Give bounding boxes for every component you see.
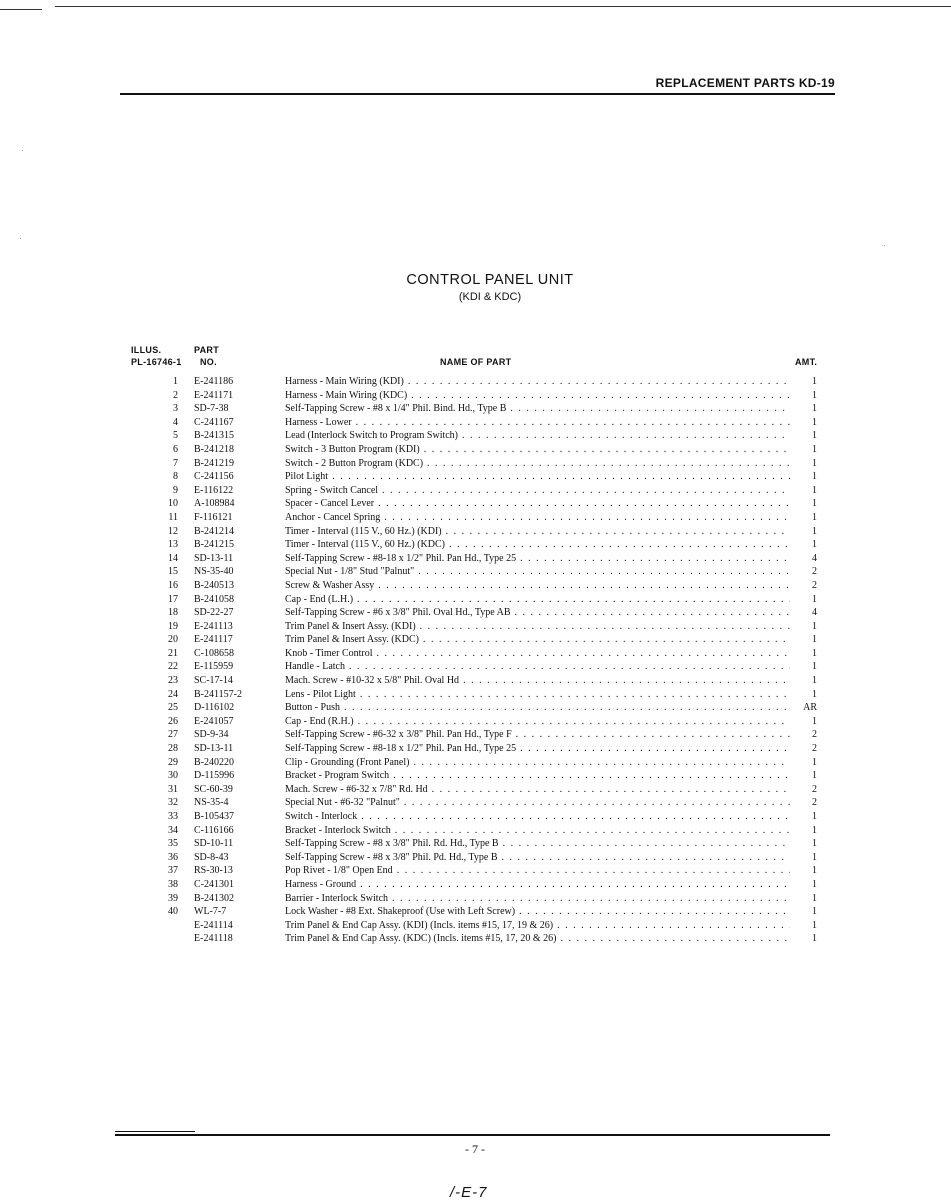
table-row: [0, 878, 951, 892]
column-header-illus: [131, 344, 182, 368]
table-row: [0, 429, 951, 443]
top-edge-rule-left: [0, 9, 42, 10]
amount-cell: 1: [812, 471, 817, 483]
illus-number-cell: 21: [168, 647, 178, 659]
part-number-cell: B-241302: [194, 892, 234, 904]
illus-number-cell: 16: [168, 579, 178, 591]
footer-rule-short: [115, 1131, 195, 1132]
scan-speck: [884, 245, 885, 246]
part-name-cell: Harness - Ground . . .: [285, 878, 790, 892]
part-name-cell: Lock Washer - #8 Ext. Shakeproof (Use with Left Screw) . . .: [285, 905, 790, 919]
illus-number-cell: 18: [168, 607, 178, 619]
part-name-cell: Self-Tapping Screw - #8-18 x 1/2" Phil. Pan Hd., Type 25 . . .: [285, 742, 790, 756]
part-number-cell: E-241113: [194, 620, 233, 632]
illus-number-cell: 29: [168, 756, 178, 768]
part-number-cell: E-115959: [194, 661, 234, 673]
part-name-cell: Trim Panel & End Cap Assy. (KDI) (Incls. items #15, 17, 19 & 26) . . .: [285, 919, 790, 933]
illus-number-cell: 10: [168, 498, 178, 510]
table-row: [0, 851, 951, 865]
amount-cell: 1: [812, 865, 817, 877]
amount-cell: 1: [812, 620, 817, 632]
part-name-cell: Self-Tapping Screw - #8 x 3/8" Phil. Pd. Hd., Type B . . .: [285, 851, 790, 865]
part-number-cell: SD-10-11: [194, 838, 234, 850]
illus-number-cell: 4: [173, 416, 178, 428]
part-name-cell: Harness - Main Wiring (KDI) . . .: [285, 375, 790, 389]
amount-cell: 1: [812, 824, 817, 836]
part-number-cell: C-241156: [194, 471, 234, 483]
illus-number-cell: 6: [173, 443, 178, 455]
top-edge-rule: [55, 6, 951, 7]
amount-cell: 1: [812, 389, 817, 401]
illus-number-cell: 23: [168, 675, 178, 687]
part-name-cell: Pilot Light . . .: [285, 470, 790, 484]
part-number-cell: E-241057: [194, 715, 234, 727]
part-number-cell: A-108984: [194, 498, 235, 510]
part-number-cell: SD-22-27: [194, 607, 234, 619]
table-row: [0, 443, 951, 457]
part-number-cell: SC-60-39: [194, 783, 233, 795]
amount-cell: 1: [812, 498, 817, 510]
amount-cell: 1: [812, 416, 817, 428]
part-name-cell: Self-Tapping Screw - #6 x 3/8" Phil. Oval Hd., Type AB . . .: [285, 606, 790, 620]
amount-cell: 1: [812, 878, 817, 890]
table-row: [0, 511, 951, 525]
illus-number-cell: 2: [173, 389, 178, 401]
part-number-cell: E-241114: [194, 919, 233, 931]
amount-cell: 2: [812, 729, 817, 741]
part-name-cell: Clip - Grounding (Front Panel) . . .: [285, 756, 790, 770]
table-row: [0, 538, 951, 552]
table-row: [0, 579, 951, 593]
part-name-cell: Screw & Washer Assy . . .: [285, 579, 790, 593]
part-name-cell: Trim Panel & Insert Assy. (KDC) . . .: [285, 633, 790, 647]
part-name-cell: Cap - End (R.H.) . . .: [285, 715, 790, 729]
part-number-cell: E-241186: [194, 376, 234, 387]
amount-cell: 1: [812, 443, 817, 455]
table-row: [0, 674, 951, 688]
amount-cell: 1: [812, 430, 817, 442]
amount-cell: 1: [812, 688, 817, 700]
illus-number-cell: 1: [173, 376, 178, 387]
amount-cell: 2: [812, 797, 817, 809]
column-header-name: NAME OF PART: [440, 357, 512, 367]
amount-cell: 1: [812, 715, 817, 727]
part-name-cell: Self-Tapping Screw - #8 x 1/4" Phil. Bind. Hd., Type B . . .: [285, 402, 790, 416]
column-header-part: [194, 344, 219, 368]
part-number-cell: E-241117: [194, 634, 233, 646]
part-name-cell: Barrier - Interlock Switch . . .: [285, 892, 790, 906]
table-row: [0, 810, 951, 824]
part-number-cell: B-241315: [194, 430, 234, 442]
part-number-cell: RS-30-13: [194, 865, 233, 877]
part-number-cell: SD-13-11: [194, 743, 234, 755]
amount-cell: 1: [812, 647, 817, 659]
illus-number-cell: 33: [168, 811, 178, 822]
part-name-cell: Self-Tapping Screw - #8 x 3/8" Phil. Rd. Hd., Type B . . .: [285, 837, 790, 851]
amount-cell: 1: [812, 675, 817, 687]
scan-speck: [22, 150, 23, 151]
part-number-cell: D-116102: [194, 702, 235, 714]
illus-number-cell: 27: [168, 729, 178, 741]
document-header: REPLACEMENT PARTS KD-19: [655, 76, 835, 90]
part-number-cell: F-116121: [194, 511, 233, 523]
table-row: [0, 688, 951, 702]
amount-cell: 1: [812, 838, 817, 850]
table-row: [0, 837, 951, 851]
illus-number-cell: 30: [168, 770, 178, 782]
illus-number-cell: 34: [168, 824, 178, 836]
amount-cell: 1: [812, 525, 817, 537]
handwritten-page-mark: /-E-7: [450, 1184, 488, 1201]
illus-number-cell: 40: [168, 906, 178, 918]
amount-cell: 1: [812, 919, 817, 931]
part-name-cell: Lead (Interlock Switch to Program Switch) . . .: [285, 429, 790, 443]
part-number-cell: B-241215: [194, 539, 234, 551]
amount-cell: 2: [812, 783, 817, 795]
illus-number-cell: 25: [168, 702, 178, 714]
table-row: [0, 402, 951, 416]
part-number-cell: SD-8-43: [194, 851, 229, 863]
amount-cell: 2: [812, 579, 817, 591]
table-row: [0, 728, 951, 742]
amount-cell: 1: [812, 539, 817, 551]
page-number: - 7 -: [465, 1142, 485, 1156]
illus-number-cell: 36: [168, 851, 178, 863]
amount-cell: 1: [812, 403, 817, 415]
amount-cell: 1: [812, 484, 817, 496]
amount-cell: 1: [812, 933, 817, 945]
part-name-cell: Anchor - Cancel Spring . . .: [285, 511, 790, 525]
part-name-cell: Harness - Lower . . .: [285, 416, 790, 430]
table-row: [0, 525, 951, 539]
scan-speck: [20, 238, 21, 239]
amount-cell: 1: [812, 906, 817, 918]
amount-cell: 1: [812, 892, 817, 904]
amount-cell: 1: [812, 634, 817, 646]
table-row: [0, 783, 951, 797]
table-row: [0, 919, 951, 933]
table-row: [0, 824, 951, 838]
table-row: [0, 647, 951, 661]
part-number-cell: B-241214: [194, 525, 234, 537]
illus-number-cell: 26: [168, 715, 178, 727]
table-row: [0, 864, 951, 878]
amount-cell: 1: [812, 851, 817, 863]
part-name-cell: Switch - 2 Button Program (KDC) . . .: [285, 457, 790, 471]
illus-number-cell: 22: [168, 661, 178, 673]
part-number-cell: SD-7-38: [194, 403, 229, 415]
illus-number-cell: 3: [173, 403, 178, 415]
illus-number-cell: 15: [168, 566, 178, 578]
part-number-cell: NS-35-40: [194, 566, 234, 578]
table-row: [0, 457, 951, 471]
part-name-cell: Bracket - Interlock Switch . . .: [285, 824, 790, 838]
column-header-amt: AMT.: [795, 357, 818, 367]
table-row: [0, 742, 951, 756]
part-name-cell: Mach. Screw - #6-32 x 7/8" Rd. Hd . . .: [285, 783, 790, 797]
table-row: [0, 389, 951, 403]
part-name-cell: Handle - Latch . . .: [285, 660, 790, 674]
illus-number-cell: 35: [168, 838, 178, 850]
part-number-cell: B-105437: [194, 811, 234, 822]
table-row: [0, 701, 951, 715]
table-row: [0, 620, 951, 634]
part-name-cell: Spring - Switch Cancel . . .: [285, 484, 790, 498]
part-number-cell: SD-9-34: [194, 729, 229, 741]
table-row: [0, 892, 951, 906]
amount-cell: AR: [803, 702, 817, 714]
table-row: [0, 565, 951, 579]
part-name-cell: Switch - 3 Button Program (KDI) . . .: [285, 443, 790, 457]
part-number-cell: SC-17-14: [194, 675, 233, 687]
illus-number-cell: 13: [168, 539, 178, 551]
part-name-cell: Mach. Screw - #10-32 x 5/8" Phil. Oval Hd . . .: [285, 674, 790, 688]
illus-number-cell: 19: [168, 620, 178, 632]
table-row: [0, 633, 951, 647]
part-name-cell: Self-Tapping Screw - #8-18 x 1/2" Phil. Pan Hd., Type 25 . . .: [285, 552, 790, 566]
illus-number-cell: 24: [168, 688, 178, 700]
part-name-cell: Harness - Main Wiring (KDC) . . .: [285, 389, 790, 403]
part-number-cell: E-241171: [194, 389, 234, 401]
illus-number-cell: 28: [168, 743, 178, 755]
part-number-cell: D-115996: [194, 770, 235, 782]
amount-cell: 1: [812, 811, 817, 822]
table-row: [0, 593, 951, 607]
amount-cell: 1: [812, 593, 817, 605]
amount-cell: 4: [812, 607, 817, 619]
section-subtitle: (KDI & KDC): [458, 291, 522, 303]
amount-cell: 1: [812, 511, 817, 523]
part-name-cell: Cap - End (L.H.) . . .: [285, 593, 790, 607]
table-row: [0, 660, 951, 674]
footer-rule: [115, 1134, 830, 1136]
table-row: [0, 497, 951, 511]
illus-number-cell: 20: [168, 634, 178, 646]
table-row: [0, 552, 951, 566]
part-name-cell: Trim Panel & End Cap Assy. (KDC) (Incls. items #15, 17, 20 & 26) . . .: [285, 932, 790, 946]
illus-number-cell: 11: [168, 511, 178, 523]
parts-table: [0, 375, 951, 946]
illus-number-cell: 37: [168, 865, 178, 877]
illus-number-cell: 14: [168, 552, 178, 564]
table-row: [0, 470, 951, 484]
table-row: [0, 484, 951, 498]
part-name-cell: Lens - Pilot Light . . .: [285, 688, 790, 702]
part-number-cell: E-241118: [194, 933, 233, 945]
table-row: [0, 905, 951, 919]
illus-number-cell: 12: [168, 525, 178, 537]
part-number-cell: B-241058: [194, 593, 234, 605]
amount-cell: 2: [812, 566, 817, 578]
part-number-cell: B-241157-2: [194, 688, 242, 700]
table-row: [0, 932, 951, 946]
part-number-cell: B-240513: [194, 579, 234, 591]
part-name-cell: Timer - Interval (115 V., 60 Hz.) (KDC) . . .: [285, 538, 790, 552]
table-row: [0, 606, 951, 620]
table-row: [0, 796, 951, 810]
illus-number-cell: 9: [173, 484, 178, 496]
amount-cell: 1: [812, 376, 817, 387]
table-row: [0, 375, 951, 389]
table-row: [0, 769, 951, 783]
part-name-cell: Knob - Timer Control . . .: [285, 647, 790, 661]
header-rule: [120, 93, 835, 95]
part-name-cell: Self-Tapping Screw - #6-32 x 3/8" Phil. Pan Hd., Type F . . .: [285, 728, 790, 742]
column-header-part-line2: NO.: [200, 357, 217, 367]
part-name-cell: Spacer - Cancel Lever . . .: [285, 497, 790, 511]
amount-cell: 1: [812, 756, 817, 768]
amount-cell: 4: [812, 552, 817, 564]
table-row: [0, 416, 951, 430]
amount-cell: 1: [812, 770, 817, 782]
amount-cell: 2: [812, 743, 817, 755]
illus-number-cell: 39: [168, 892, 178, 904]
part-name-cell: Bracket - Program Switch . . .: [285, 769, 790, 783]
part-number-cell: B-241218: [194, 443, 234, 455]
part-number-cell: WL-7-7: [194, 906, 227, 918]
illus-number-cell: 8: [173, 471, 178, 483]
part-name-cell: Trim Panel & Insert Assy. (KDI) . . .: [285, 620, 790, 634]
part-name-cell: Timer - Interval (115 V., 60 Hz.) (KDI) . . .: [285, 525, 790, 539]
amount-cell: 1: [812, 457, 817, 469]
illus-number-cell: 31: [168, 783, 178, 795]
column-header-part-line1: PART: [194, 345, 220, 355]
illus-number-cell: 7: [173, 457, 178, 469]
column-header-illus-line1: ILLUS.: [131, 345, 162, 355]
illus-number-cell: 5: [173, 430, 178, 442]
illus-number-cell: 38: [168, 878, 178, 890]
part-name-cell: Button - Push . . .: [285, 701, 790, 715]
illus-number-cell: 17: [168, 593, 178, 605]
part-number-cell: E-116122: [194, 484, 234, 496]
part-name-cell: Special Nut - #6-32 "Palnut" . . .: [285, 796, 790, 810]
part-number-cell: SD-13-11: [194, 552, 234, 564]
table-row: [0, 715, 951, 729]
part-number-cell: C-108658: [194, 647, 234, 659]
part-name-cell: Switch - Interlock . . .: [285, 810, 790, 824]
part-number-cell: B-241219: [194, 457, 234, 469]
part-number-cell: C-116166: [194, 824, 234, 836]
part-number-cell: C-241167: [194, 416, 234, 428]
part-number-cell: C-241301: [194, 878, 234, 890]
part-name-cell: Pop Rivet - 1/8" Open End . . .: [285, 864, 790, 878]
amount-cell: 1: [812, 661, 817, 673]
section-title: CONTROL PANEL UNIT: [406, 272, 574, 288]
table-row: [0, 756, 951, 770]
part-name-cell: Special Nut - 1/8" Stud "Palnut" . . .: [285, 565, 790, 579]
illus-number-cell: 32: [168, 797, 178, 809]
part-number-cell: NS-35-4: [194, 797, 229, 809]
column-header-illus-line2: PL-16746-1: [131, 357, 182, 367]
part-number-cell: B-240220: [194, 756, 234, 768]
